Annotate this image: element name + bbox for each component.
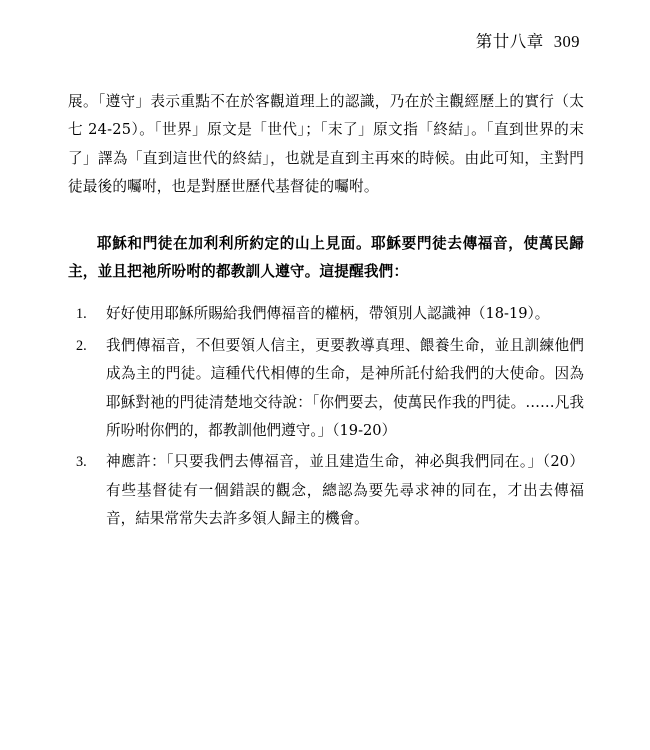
page-number: 309 bbox=[553, 32, 580, 51]
paragraph-summary: 耶穌和門徒在加利利所約定的山上見面。耶穌要門徒去傳福音，使萬民歸主，並且把祂所吩咐的都教訓人遵守。這提醒我們： bbox=[68, 234, 584, 281]
page-content bbox=[68, 88, 584, 537]
list-item-number: 1. bbox=[76, 306, 87, 323]
page-header bbox=[476, 28, 580, 52]
chapter-title: 第廿八章 bbox=[475, 32, 544, 51]
numbered-list bbox=[68, 300, 584, 533]
list-item-text: 神應許：「只要我們去傳福音，並且建造生命，神必與我們同在。」（20）有些基督徒有一個錯誤的觀念，總認為要先尋求神的同在，才出去傳福音，結果常常失去許多領人歸主的機會。 bbox=[106, 453, 584, 528]
list-item-number: 3. bbox=[76, 454, 87, 471]
list-item-number: 2. bbox=[76, 337, 87, 354]
list-item bbox=[68, 448, 584, 533]
paragraph-continuation: 展。「遵守」表示重點不在於客觀道理上的認識，乃在於主觀經歷上的實行（太七 24-25）。「世界」原文是「世代」；「末了」原文指「終結」。「直到世界的末了」譯為「直到這世代的終結」，也就是直到主再來的時候。由此可知，主對門徒最後的囑咐，也是對歷世歷代基督徒的囑咐。 bbox=[68, 93, 584, 196]
list-item bbox=[68, 332, 584, 446]
list-item bbox=[68, 300, 584, 328]
list-item-text: 我們傳福音，不但要領人信主，更要教導真理、餵養生命，並且訓練他們成為主的門徒。這種代代相傳的生命，是神所託付給我們的大使命。因為耶穌對祂的門徒清楚地交待說：「你們要去，使萬民作我的門徒。……凡我所吩咐你們的，都教訓他們遵守。」（19-20） bbox=[106, 336, 584, 440]
list-item-text: 好好使用耶穌所賜給我們傳福音的權柄，帶領別人認識神（18-19）。 bbox=[106, 305, 550, 323]
